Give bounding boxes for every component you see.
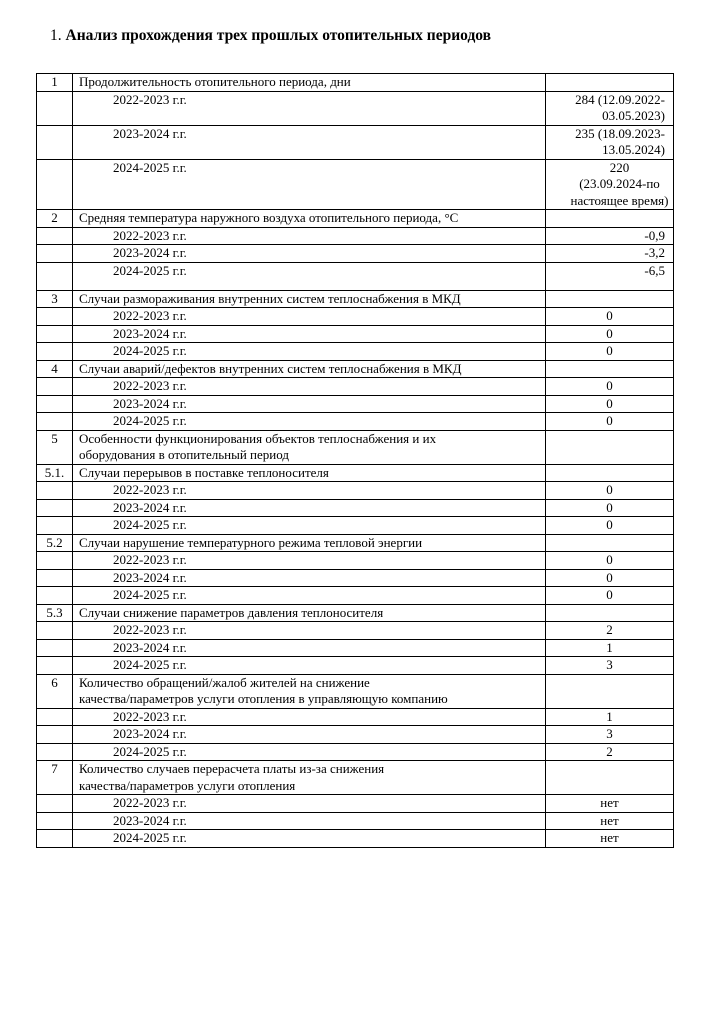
row-number bbox=[37, 482, 73, 500]
period-label: 2022-2023 г.г. bbox=[73, 482, 546, 500]
indicator-value: нет bbox=[546, 795, 674, 813]
row-number bbox=[37, 517, 73, 535]
period-label: 2022-2023 г.г. bbox=[73, 378, 546, 396]
heading-number: 1. bbox=[50, 27, 62, 44]
row-number bbox=[37, 262, 73, 290]
table-row bbox=[37, 227, 674, 245]
indicator-value: -3,2 bbox=[546, 245, 674, 263]
period-label: 2024-2025 г.г. bbox=[73, 657, 546, 675]
indicator-value: 1 bbox=[546, 639, 674, 657]
indicator-value bbox=[546, 761, 674, 795]
row-number bbox=[37, 812, 73, 830]
indicator-label: Количество обращений/жалоб жителей на снижение качества/параметров услуги отопления в управляющую компанию bbox=[73, 674, 546, 708]
period-label: 2024-2025 г.г. bbox=[73, 587, 546, 605]
table-section-row bbox=[37, 761, 674, 795]
table-row bbox=[37, 517, 674, 535]
row-number bbox=[37, 657, 73, 675]
indicator-value: 220 (23.09.2024-по настоящее время) bbox=[546, 159, 674, 210]
period-label: 2023-2024 г.г. bbox=[73, 499, 546, 517]
row-number bbox=[37, 639, 73, 657]
indicator-value: 0 bbox=[546, 378, 674, 396]
table-row bbox=[37, 159, 674, 210]
table-row bbox=[37, 830, 674, 848]
indicator-value bbox=[546, 674, 674, 708]
table-row bbox=[37, 91, 674, 125]
row-number: 4 bbox=[37, 360, 73, 378]
indicator-value: 0 bbox=[546, 482, 674, 500]
indicator-value: нет bbox=[546, 830, 674, 848]
indicator-value bbox=[546, 290, 674, 308]
period-label: 2024-2025 г.г. bbox=[73, 262, 546, 290]
row-number bbox=[37, 587, 73, 605]
table-row bbox=[37, 569, 674, 587]
page-heading bbox=[50, 26, 491, 46]
table-row bbox=[37, 795, 674, 813]
indicator-value: 0 bbox=[546, 308, 674, 326]
table-row bbox=[37, 552, 674, 570]
table-section-row bbox=[37, 534, 674, 552]
row-number bbox=[37, 395, 73, 413]
row-number: 5.3 bbox=[37, 604, 73, 622]
indicator-value bbox=[546, 210, 674, 228]
indicator-label: Средняя температура наружного воздуха отопительного периода, °С bbox=[73, 210, 546, 228]
period-label: 2023-2024 г.г. bbox=[73, 245, 546, 263]
indicator-value bbox=[546, 604, 674, 622]
row-number: 7 bbox=[37, 761, 73, 795]
indicator-value: 3 bbox=[546, 657, 674, 675]
period-label: 2022-2023 г.г. bbox=[73, 91, 546, 125]
indicator-label: Случаи перерывов в поставке теплоносителя bbox=[73, 464, 546, 482]
table-row bbox=[37, 262, 674, 290]
table-section-row bbox=[37, 360, 674, 378]
period-label: 2023-2024 г.г. bbox=[73, 812, 546, 830]
row-number bbox=[37, 552, 73, 570]
indicator-value bbox=[546, 534, 674, 552]
indicator-value: 0 bbox=[546, 569, 674, 587]
period-label: 2024-2025 г.г. bbox=[73, 743, 546, 761]
table-row bbox=[37, 743, 674, 761]
period-label: 2022-2023 г.г. bbox=[73, 308, 546, 326]
table-row bbox=[37, 343, 674, 361]
row-number bbox=[37, 569, 73, 587]
indicator-value: 0 bbox=[546, 343, 674, 361]
table-row bbox=[37, 413, 674, 431]
row-number bbox=[37, 413, 73, 431]
period-label: 2023-2024 г.г. bbox=[73, 639, 546, 657]
indicator-value: 1 bbox=[546, 708, 674, 726]
indicator-label: Случаи снижение параметров давления теплоносителя bbox=[73, 604, 546, 622]
table-row bbox=[37, 708, 674, 726]
row-number: 5.1. bbox=[37, 464, 73, 482]
indicator-label: Случаи размораживания внутренних систем теплоснабжения в МКД bbox=[73, 290, 546, 308]
indicator-label: Особенности функционирования объектов теплоснабжения и их оборудования в отопительный период bbox=[73, 430, 546, 464]
row-number: 5 bbox=[37, 430, 73, 464]
row-number bbox=[37, 378, 73, 396]
period-label: 2024-2025 г.г. bbox=[73, 830, 546, 848]
table-section-row bbox=[37, 210, 674, 228]
period-label: 2023-2024 г.г. bbox=[73, 325, 546, 343]
indicator-value bbox=[546, 430, 674, 464]
table-row bbox=[37, 657, 674, 675]
period-label: 2024-2025 г.г. bbox=[73, 517, 546, 535]
indicator-value bbox=[546, 464, 674, 482]
table-row bbox=[37, 622, 674, 640]
row-number: 2 bbox=[37, 210, 73, 228]
heading-title: Анализ прохождения трех прошлых отопительных периодов bbox=[65, 27, 492, 44]
indicator-value: 0 bbox=[546, 517, 674, 535]
row-number bbox=[37, 308, 73, 326]
period-label: 2024-2025 г.г. bbox=[73, 159, 546, 210]
indicator-value: 0 bbox=[546, 395, 674, 413]
table-row bbox=[37, 499, 674, 517]
row-number bbox=[37, 227, 73, 245]
indicator-value: 2 bbox=[546, 622, 674, 640]
indicator-value: 284 (12.09.2022- 03.05.2023) bbox=[546, 91, 674, 125]
period-label: 2024-2025 г.г. bbox=[73, 413, 546, 431]
table-row bbox=[37, 395, 674, 413]
table-row bbox=[37, 726, 674, 744]
period-label: 2022-2023 г.г. bbox=[73, 795, 546, 813]
table-row bbox=[37, 639, 674, 657]
indicator-value: 0 bbox=[546, 552, 674, 570]
indicator-value: 235 (18.09.2023- 13.05.2024) bbox=[546, 125, 674, 159]
indicator-value bbox=[546, 360, 674, 378]
row-number: 5.2 bbox=[37, 534, 73, 552]
table-row bbox=[37, 325, 674, 343]
indicator-label: Случаи нарушение температурного режима тепловой энергии bbox=[73, 534, 546, 552]
table-section-row bbox=[37, 464, 674, 482]
indicator-label: Случаи аварий/дефектов внутренних систем теплоснабжения в МКД bbox=[73, 360, 546, 378]
row-number bbox=[37, 499, 73, 517]
table-row bbox=[37, 245, 674, 263]
table-section-row bbox=[37, 430, 674, 464]
indicator-value: -0,9 bbox=[546, 227, 674, 245]
period-label: 2022-2023 г.г. bbox=[73, 227, 546, 245]
indicator-label: Количество случаев перерасчета платы из-за снижения качества/параметров услуги отопления bbox=[73, 761, 546, 795]
table-section-row bbox=[37, 604, 674, 622]
table-row bbox=[37, 125, 674, 159]
row-number bbox=[37, 830, 73, 848]
table-row bbox=[37, 378, 674, 396]
row-number bbox=[37, 708, 73, 726]
table-section-row bbox=[37, 74, 674, 92]
row-number bbox=[37, 125, 73, 159]
indicator-value: нет bbox=[546, 812, 674, 830]
row-number bbox=[37, 622, 73, 640]
period-label: 2023-2024 г.г. bbox=[73, 726, 546, 744]
indicator-value: 3 bbox=[546, 726, 674, 744]
indicator-value: 0 bbox=[546, 587, 674, 605]
period-label: 2023-2024 г.г. bbox=[73, 125, 546, 159]
table-section-row bbox=[37, 674, 674, 708]
table-row bbox=[37, 812, 674, 830]
indicator-value bbox=[546, 74, 674, 92]
indicator-label: Продолжительность отопительного периода, дни bbox=[73, 74, 546, 92]
indicator-value: 0 bbox=[546, 499, 674, 517]
period-label: 2022-2023 г.г. bbox=[73, 622, 546, 640]
period-label: 2023-2024 г.г. bbox=[73, 569, 546, 587]
period-label: 2023-2024 г.г. bbox=[73, 395, 546, 413]
table-row bbox=[37, 482, 674, 500]
row-number bbox=[37, 795, 73, 813]
row-number bbox=[37, 91, 73, 125]
row-number bbox=[37, 343, 73, 361]
row-number: 6 bbox=[37, 674, 73, 708]
row-number bbox=[37, 743, 73, 761]
period-label: 2022-2023 г.г. bbox=[73, 708, 546, 726]
table-row bbox=[37, 587, 674, 605]
row-number bbox=[37, 726, 73, 744]
indicator-value: 0 bbox=[546, 325, 674, 343]
indicator-value: 0 bbox=[546, 413, 674, 431]
table-row bbox=[37, 308, 674, 326]
row-number: 3 bbox=[37, 290, 73, 308]
period-label: 2022-2023 г.г. bbox=[73, 552, 546, 570]
row-number bbox=[37, 245, 73, 263]
indicator-value: 2 bbox=[546, 743, 674, 761]
row-number bbox=[37, 325, 73, 343]
period-label: 2024-2025 г.г. bbox=[73, 343, 546, 361]
row-number: 1 bbox=[37, 74, 73, 92]
heating-analysis-table bbox=[36, 73, 674, 848]
indicator-value: -6,5 bbox=[546, 262, 674, 290]
table-section-row bbox=[37, 290, 674, 308]
row-number bbox=[37, 159, 73, 210]
